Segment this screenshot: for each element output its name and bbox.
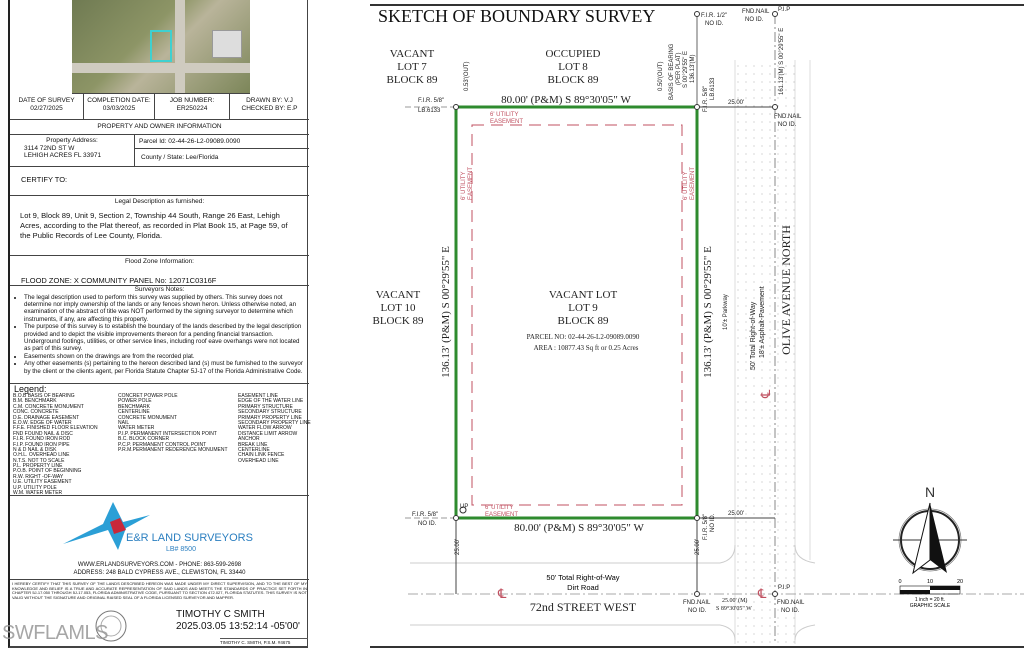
lot9-line2: LOT 9 <box>568 302 598 314</box>
centerline-symbol: ℄ <box>758 586 767 601</box>
drawn-by: DRAWN BY: V.J <box>246 97 293 104</box>
easement-east-2: EASEMENT <box>690 166 696 200</box>
lot8-line2: LOT 8 <box>558 61 588 73</box>
legend-item: B.O.B BASIS OF BEARING <box>13 393 75 399</box>
note-item: • The purpose of this survey is to establish the boundary of the lands described by the legal description provided and to depict the visible improvements thereon for a pending financial transaction. Underground footings, utilities, or other service lines, including roof eave overhangs were not located as part of this survey. <box>24 323 307 353</box>
job-label: JOB NUMBER: <box>169 97 215 104</box>
legend-item: POWER POLE <box>118 398 152 405</box>
basis-line4: 136.13'(M) <box>690 54 696 83</box>
legend-item: W.M. WATER METER <box>13 490 63 497</box>
legend-item: N.T.S. NOT TO SCALE <box>13 457 65 464</box>
olive-avenue-label: OLIVE AVENUE NORTH <box>779 225 793 355</box>
legend-item: N & D NAIL & DISK <box>13 446 57 453</box>
company-contact: WWW.ERLANDSURVEYORS.COM - PHONE: 863-599-2698 <box>77 562 242 568</box>
lot10-line2: LOT 10 <box>380 302 416 314</box>
out-east: 0.50'(OUT) <box>658 61 664 91</box>
legend-item: BENCHMARK <box>118 403 150 410</box>
fir-nw-id: LB.6133 <box>418 108 441 114</box>
dist-25-se: 25.00' <box>728 511 745 517</box>
completion-label: COMPLETION DATE: <box>87 97 151 104</box>
fir-se-label: F.I.R. 5/8" <box>703 513 709 540</box>
fnd-ne-id: NO ID. <box>778 122 797 128</box>
scale-tick: 10 <box>926 579 934 585</box>
fir-nw-label: F.I.R. 5/8" <box>418 98 445 104</box>
flood-text: FLOOD ZONE: X COMMUNITY PANEL No: 12071C0316F <box>21 275 217 285</box>
lot-area: AREA : 10877.43 Sq ft or 0.25 Acres <box>533 344 639 352</box>
centerline-symbol: ℄ <box>758 389 773 398</box>
fir-ne-label: F.I.R. 5/8" <box>703 85 709 112</box>
south-25-dist: 25.00' (M) <box>722 598 748 604</box>
legend-item: CENTERLINE <box>238 446 270 453</box>
fnd-s1-label: FND.NAIL <box>683 600 711 606</box>
legend-item: CONCRETE MONUMENT <box>118 414 177 421</box>
company-license: LB# 8500 <box>166 546 196 553</box>
graphic-scale <box>898 579 963 609</box>
south-25-bearing: S 89°30'05" W <box>716 606 752 612</box>
centerline-symbol: ℄ <box>498 586 507 601</box>
fnd-s2-label: FND.NAIL <box>777 600 805 606</box>
fir-se-id: NO ID. <box>710 513 716 532</box>
legend-item: U.E. UTILITY EASEMENT <box>13 479 72 486</box>
legend-item: P.C.P. PERMANENT CONTROL POINT <box>118 441 207 448</box>
address-label: Property Address: <box>46 137 98 144</box>
scale-tick: 20 <box>956 579 964 585</box>
up-label: UP <box>460 504 469 510</box>
note-item: • Any other easements (s) pertaining to the hereon described land (s) must be furnished to the surveyor by the client or the clients agent, per Florida Statute Chapter 5J-17 of the Florida Administrative Code. <box>24 360 307 375</box>
certify-to: CERTIFY TO: <box>10 167 309 196</box>
legal-title: Legal Description as furnished: <box>114 198 205 205</box>
notes-title: Surveyors Notes: <box>134 286 185 293</box>
legal-text: Lot 9, Block 89, Unit 9, Section 2, Township 44 South, Range 26 East, Lehigh Acres, according to the Plat thereof, as recorded in Plat Book 15, at Page 59, of the Public Records of Lee County, Florida. <box>20 210 288 240</box>
fnd-s1-id: NO ID. <box>688 608 707 614</box>
east-bearing: 136.13' (P&M) S 00°29'55" E <box>702 246 714 378</box>
legend-item: ANCHOR <box>238 436 260 443</box>
legend-item: NAIL <box>118 419 130 426</box>
fir-top-label: F.I.R. 1/2" <box>701 13 728 19</box>
north-arrow-icon <box>893 484 967 573</box>
legend-item: U.P. UTILITY POLE <box>13 484 57 491</box>
company-name: E&R LAND SURVEYORS <box>126 532 253 544</box>
flood-title: Flood Zone Information: <box>124 258 194 265</box>
address-line2: LEHIGH ACRES FL 33971 <box>24 152 102 160</box>
legend-item: P.L. PROPERTY LINE <box>13 463 63 470</box>
note-item: • Easements shown on the drawings are from the recorded plat. <box>24 353 307 360</box>
fnd-ne-label: FND.NAIL <box>774 114 802 120</box>
legend-item: SECONDARY PROPERTY LINE <box>238 419 311 426</box>
dist-25-sw: 25.00' <box>455 538 461 555</box>
out-west: 0.53'(OUT) <box>464 61 470 91</box>
north-bearing: 80.00' (P&M) S 89°30'05" W <box>501 94 631 106</box>
legend-item: DISTANCE LIMIT ARROW <box>238 430 298 437</box>
parkway-label: 10'± Parkway <box>723 294 729 330</box>
lot8-line3: BLOCK 89 <box>547 74 599 86</box>
legend-item: OVERHEAD LINE <box>238 457 279 464</box>
county-state: County / State: Lee/Florida <box>141 154 219 161</box>
legend-item: O.H.L. OVERHEAD LINE <box>13 452 70 459</box>
pip-south-label: P.I.P <box>778 585 791 591</box>
signer-license-line: TIMOTHY C. SMITH, P.S.M. #4675 <box>220 638 308 645</box>
legend-item: PRIMARY PROPERTY LINE <box>238 414 302 421</box>
basis-line1: BASIS OF BEARING <box>669 43 675 100</box>
easement-bottom-1: 6' UTILITY <box>485 505 514 511</box>
legend-item: CONCRET POWER POLE <box>118 393 178 399</box>
completion-value: 03/03/2025 <box>102 105 136 112</box>
legend-item: WATER FLOW ARROW <box>238 425 292 432</box>
parcel-number: PARCEL NO: 02-44-26-L2-09089.0090 <box>526 333 640 341</box>
fir-top-id: NO ID. <box>705 21 724 27</box>
signer-name: TIMOTHY C SMITH <box>176 609 265 620</box>
easement-west-1: 6' UTILITY <box>461 171 467 200</box>
address-line1: 3114 72ND ST W <box>24 144 75 152</box>
street-road-label: Dirt Road <box>567 583 599 592</box>
legend-item: P.I.P. PERMANENT INTERSECTION POINT <box>118 430 217 437</box>
legend-item: CHAIN LINK FENCE <box>238 452 285 459</box>
basis-line3: S 00°29'55" E <box>683 50 689 88</box>
legend-item: WATER METER <box>118 425 155 432</box>
legend-item: E.O.W. EDGE OF WATER <box>13 419 72 426</box>
legend-item: P.O.B. POINT OF BEGINNING <box>13 468 82 475</box>
lot9-line3: BLOCK 89 <box>557 315 609 327</box>
legend-item: F.I.R. FOUND IRON ROD <box>13 436 71 443</box>
easement-east-1: 6' UTILITY <box>683 171 689 200</box>
easement-top-1: 6' UTILITY <box>490 112 519 118</box>
signature-timestamp: 2025.03.05 13:52:14 -05'00' <box>176 621 300 632</box>
legend-item: F.F.E. FINISHED FLOOR ELEVATION <box>13 425 98 432</box>
date-value: 02/27/2025 <box>30 105 63 112</box>
lot8-line1: OCCUPIED <box>545 48 601 60</box>
fnd-top-id: NO ID. <box>745 17 764 23</box>
dist-25-s: 25.00' <box>695 538 701 555</box>
scale-ratio: 1 inch = 20 ft. <box>914 597 946 603</box>
legend-item: PRIMARY STRUCTURE <box>238 403 293 410</box>
legend-item: P.R.M.PERMANENT REDERENCE MONUMENT <box>118 446 228 453</box>
property-section-title: PROPERTY AND OWNER INFORMATION <box>10 120 309 135</box>
date-label: DATE OF SURVEY <box>18 97 75 104</box>
legend-item: CONC. CONCRETE <box>13 409 59 416</box>
lot7-line1: VACANT <box>389 48 435 60</box>
legend-item: B.C. BLOCK CORNER <box>118 436 170 443</box>
legend-item: EDGE OF THE WATER LINE <box>238 398 304 405</box>
legend-item: FND FOUND NAIL & DISC <box>13 430 73 437</box>
easement-top-2: EASEMENT <box>490 119 524 125</box>
certification-text: I HEREBY CERTIFY THAT THIS SURVEY OF THE LANDS DESCRIBED HEREON WAS MADE UNDER MY DIRECT SUPERVISION, AND TO THE BEST OF MY KNOWLEDGE AND BELIEF IS A TRUE AND ACCURATE REPRESENTATION OF SAID LANDS AND MEETS THE STANDARDS OF PRACTICE SET FORTH IN CHAPTER 5J-17.050 THROUGH 5J-17.053, FLORIDA ADMINISTRATIVE CODE, PURSUANT TO SECTION 472.027, FLORIDA STATUTES. THIS SURVEY IS NOT VALID WITHOUT THE SIGNATURE AND ORIGINAL RAISED SEAL OF A FLORIDA LICENSED SURVEYOR AND MAPPER. <box>12 581 307 600</box>
street-label: 72nd STREET WEST <box>529 600 637 614</box>
legend-item: F.I.P. FOUND IRON PIPE <box>13 441 70 448</box>
fnd-s2-id: NO ID. <box>781 608 800 614</box>
legend-item: EASEMENT LINE <box>238 393 278 399</box>
north-label: N <box>924 484 936 500</box>
legend-item: R.W. RIGHT -OF-WAY <box>13 473 64 480</box>
lot10-line3: BLOCK 89 <box>372 315 424 327</box>
sketch-title: SKETCH OF BOUNDARY SURVEY <box>378 6 656 26</box>
fir-sw-id: NO ID. <box>418 521 437 527</box>
easement-bottom-2: EASEMENT <box>485 512 519 518</box>
legend-item: D.E. DRAINAGE EASEMENT <box>13 414 80 421</box>
note-item: • The legal description used to perform this survey was supplied by others. This survey does not determine nor imply ownership of the lands or any fences shown heron. Unless otherwise noted, an examination of the abstract of title was NOT performed by the signing surveyor to determine which instruments, if any, are affecting this property. <box>24 294 307 324</box>
street-row-label: 50' Total Right-of-Way <box>546 573 620 582</box>
west-bearing: 136.13' (P&M) S 00°29'55" E <box>440 246 452 378</box>
parcel-id: Parcel Id: 02-44-26-L2-09089.0090 <box>135 135 309 149</box>
job-value: ER250224 <box>176 105 208 112</box>
lot10-line1: VACANT <box>375 289 421 301</box>
company-address: ADDRESS: 248 BALD CYPRESS AVE., CLEWISTON, FL 33440 <box>73 570 246 576</box>
pip-top-label: P.I.P <box>778 7 791 13</box>
fir-sw-label: F.I.R. 5/8" <box>412 512 439 518</box>
scale-tick: 0 <box>898 579 902 585</box>
dist-25-ne: 25.00' <box>728 100 745 106</box>
lot7-line2: LOT 7 <box>397 61 427 73</box>
olive-pavement-label: 18'± Asphalt-Pavement <box>759 286 766 358</box>
legend-item: C.M. CONCRETE MONUMENT <box>13 403 84 410</box>
olive-row-label: 50' Total Right-of-Way <box>750 301 757 370</box>
basis-line2: (PER PLAT) <box>676 52 682 85</box>
legend-item: BREAK LINE <box>238 441 268 448</box>
dist-161: 161.13'(M) S 00°29'55" E <box>779 27 785 95</box>
scale-caption: GRAPHIC SCALE <box>909 603 951 609</box>
watermark: SWFLAMLS <box>2 622 109 644</box>
south-bearing: 80.00' (P&M) S 89°30'05" W <box>514 522 644 534</box>
legend-item: B.M. BENCHMARK <box>13 398 57 405</box>
lot9-line1: VACANT LOT <box>548 289 618 301</box>
legend-item: SECONDARY STRUCTURE <box>238 409 302 416</box>
easement-west-2: EASEMENT <box>468 166 474 200</box>
fir-ne-id: LB.6133 <box>710 77 716 100</box>
legend-title: Legend: <box>14 384 47 394</box>
lot7-line3: BLOCK 89 <box>386 74 438 86</box>
legend-item: CENTERLINE <box>118 409 150 416</box>
checked-by: CHECKED BY: E.P <box>241 105 298 112</box>
fnd-top-label: FND.NAIL <box>742 9 770 15</box>
